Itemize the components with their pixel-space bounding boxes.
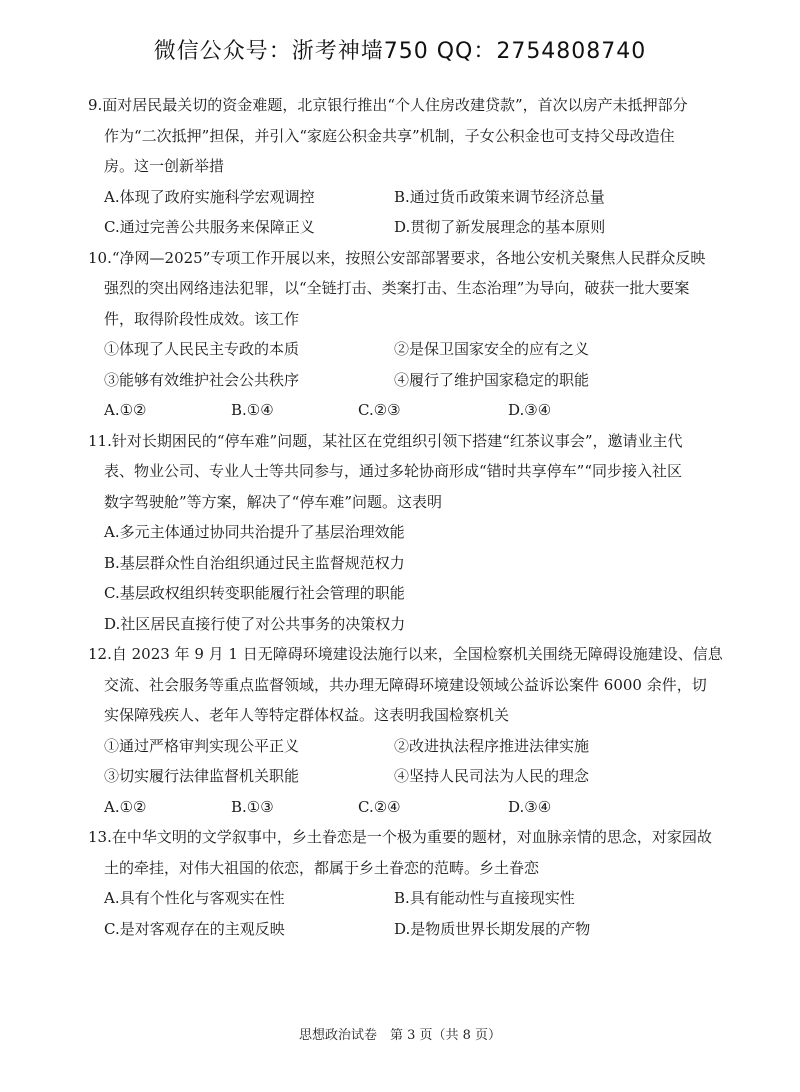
question-9 xyxy=(88,90,728,243)
stem-line: 数字驾驶舱”等方案，解决了“停车难”问题。这表明 xyxy=(104,492,443,511)
question-12-statements xyxy=(88,731,728,792)
statement-3: ③能够有效维护社会公共秩序 xyxy=(104,370,300,389)
option-a: A.①② xyxy=(104,401,147,419)
option-c: C.是对客观存在的主观反映 xyxy=(104,919,285,938)
stem-line: 13.在中华文明的文学叙事中，乡土眷恋是一个极为重要的题材，对血脉亲情的思念，对家园故 xyxy=(88,828,712,846)
question-10 xyxy=(88,243,728,426)
option-d: D.③④ xyxy=(508,797,552,816)
option-a: A.体现了政府实施科学宏观调控 xyxy=(104,187,315,206)
option-a: A.多元主体通过协同共治提升了基层治理效能 xyxy=(104,523,405,541)
option-c: C.通过完善公共服务来保障正义 xyxy=(104,218,315,236)
question-12 xyxy=(88,639,728,822)
statement-4: ④履行了维护国家稳定的职能 xyxy=(394,370,590,389)
option-b: B.具有能动性与直接现实性 xyxy=(394,889,575,907)
stem-line: 11.针对长期困民的“停车难”问题，某社区在党组织引领下搭建“红茶议事会”，邀请业主代 xyxy=(88,431,683,450)
question-11-stem xyxy=(88,426,728,518)
stem-line: 10.“净网—2025”专项工作开展以来，按照公安部部署要求，各地公安机关聚焦人民群众反映 xyxy=(88,248,706,267)
stem-line: 土的牵挂，对伟大祖国的依恋，都属于乡土眷恋的范畴。乡土眷恋 xyxy=(104,858,540,877)
question-11 xyxy=(88,426,728,640)
stem-line: 实保障残疾人、老年人等特定群体权益。这表明我国检察机关 xyxy=(104,706,510,724)
question-11-options xyxy=(88,517,728,639)
statement-3: ③切实履行法律监督机关职能 xyxy=(104,767,300,785)
statement-4: ④坚持人民司法为人民的理念 xyxy=(394,767,590,785)
question-12-options xyxy=(88,792,728,823)
stem-line: 作为“二次抵押”担保，并引入“家庭公积金共享”机制，子女公积金也可支持父母改造住 xyxy=(104,126,675,145)
stem-line: 9.面对居民最关切的资金难题，北京银行推出“个人住房改建贷款”，首次以房产未抵押部分 xyxy=(88,96,688,114)
option-c: C.基层政权组织转变职能履行社会管理的职能 xyxy=(104,584,405,602)
question-13-stem xyxy=(88,822,728,883)
option-a: A.具有个性化与客观实在性 xyxy=(104,889,285,907)
stem-line: 12.自 2023 年 9 月 1 日无障碍环境建设法施行以来，全国检察机关围绕无障碍设施建设、信息 xyxy=(88,645,723,663)
option-c: C.②④ xyxy=(358,797,401,816)
question-9-stem xyxy=(88,90,728,182)
option-b: B.①④ xyxy=(231,401,274,419)
option-d: D.是物质世界长期发展的产物 xyxy=(394,919,591,938)
statement-2: ②是保卫国家安全的应有之义 xyxy=(394,340,590,358)
stem-line: 表、物业公司、专业人士等共同参与，通过多轮协商形成“错时共享停车”“同步接入社区 xyxy=(104,462,683,480)
question-10-stem xyxy=(88,243,728,335)
statement-2: ②改进执法程序推进法律实施 xyxy=(394,736,590,755)
option-a: A.①② xyxy=(104,797,147,816)
option-b: B.通过货币政策来调节经济总量 xyxy=(394,187,605,206)
stem-line: 房。这一创新举措 xyxy=(104,157,225,175)
stem-line: 交流、社会服务等重点监督领域，共办理无障碍环境建设领域公益诉讼案件 6000 余件，切 xyxy=(104,675,707,694)
question-13 xyxy=(88,822,728,944)
option-d: D.社区居民直接行使了对公共事务的决策权力 xyxy=(104,614,406,633)
stem-line: 强烈的突出网络违法犯罪，以“全链打击、类案打击、生态治理”为导向，破获一批大要案 xyxy=(104,279,690,297)
option-d: D.贯彻了新发展理念的基本原则 xyxy=(394,218,606,236)
option-b: B.①③ xyxy=(231,797,274,816)
statement-1: ①通过严格审判实现公平正义 xyxy=(104,736,300,755)
statement-1: ①体现了人民民主专政的本质 xyxy=(104,340,300,358)
question-10-options xyxy=(88,395,728,426)
stem-line: 件，取得阶段性成效。该工作 xyxy=(104,309,300,328)
option-b: B.基层群众性自治组织通过民主监督规范权力 xyxy=(104,553,405,572)
question-10-statements xyxy=(88,334,728,395)
question-12-stem xyxy=(88,639,728,731)
question-13-options xyxy=(88,883,728,944)
option-d: D.③④ xyxy=(508,401,552,419)
questions-area xyxy=(88,90,728,944)
option-c: C.②③ xyxy=(358,401,401,419)
question-9-options xyxy=(88,182,728,243)
page-header: 微信公众号：浙考神墙750 QQ：2754808740 xyxy=(153,39,647,64)
page-footer: 思想政治试卷 第 3 页（共 8 页） xyxy=(298,1028,502,1043)
